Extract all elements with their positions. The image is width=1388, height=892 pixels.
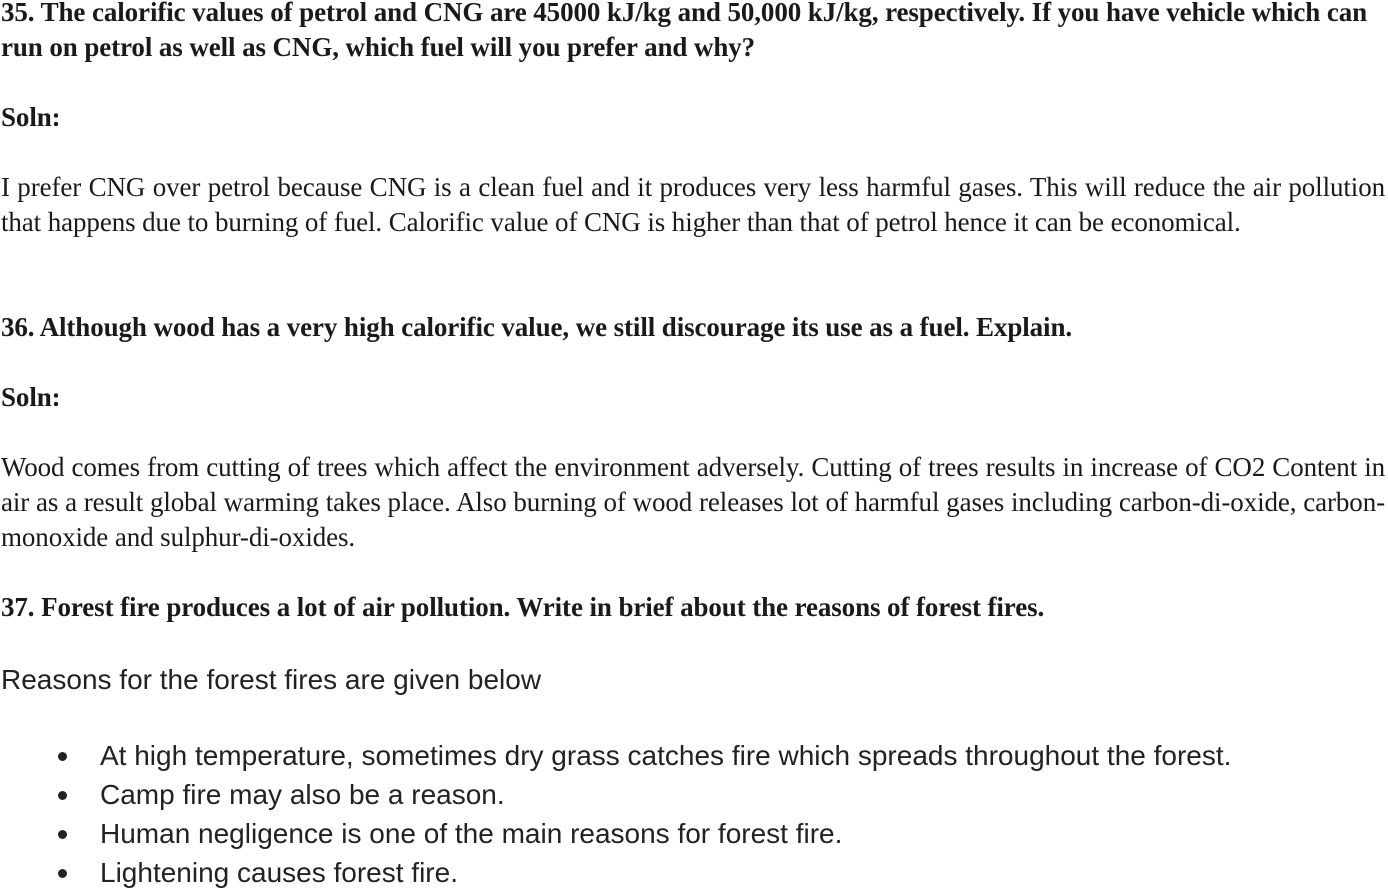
question-37: 37. Forest fire produces a lot of air pollution. Write in brief about the reasons of forest fires. — [1, 592, 1045, 622]
reason-text: At high temperature, sometimes dry grass catches fire which spreads throughout the forest. — [100, 740, 1232, 771]
bullet-icon — [58, 869, 67, 878]
reasons-list — [0, 736, 1388, 892]
question-35: 35. The calorific values of petrol and CNG are 45000 kJ/kg and 50,000 kJ/kg, respectively. If you have vehicle which can run on petrol as well as CNG, which fuel will you prefer and why? — [1, 0, 1368, 62]
solution-label-35: Soln: — [1, 102, 61, 132]
bullet-icon — [58, 752, 67, 761]
bullet-icon — [58, 830, 67, 839]
answer-35: I prefer CNG over petrol because CNG is a clean fuel and it produces very less harmful gases. This will reduce the air pollution that happens due to burning of fuel. Calorific value of CNG is higher than that of petrol hence it can be economical. — [1, 172, 1385, 237]
list-item — [0, 814, 1388, 853]
reasons-intro: Reasons for the forest fires are given below — [1, 664, 542, 695]
list-item — [0, 853, 1388, 892]
list-item — [0, 775, 1388, 814]
list-item — [0, 736, 1388, 775]
answer-36: Wood comes from cutting of trees which affect the environment adversely. Cutting of trees results in increase of CO2 Content in air as a result global warming takes place. Also burning of wood releases lot of harmful gases including carbon-di-oxide, carbon-monoxide and sulphur-di-oxides. — [1, 452, 1385, 552]
solution-label-36: Soln: — [1, 382, 61, 412]
bullet-icon — [58, 791, 67, 800]
question-36: 36. Although wood has a very high calorific value, we still discourage its use as a fuel. Explain. — [1, 312, 1073, 342]
reason-text: Camp fire may also be a reason. — [100, 779, 505, 810]
reason-text: Human negligence is one of the main reasons for forest fire. — [100, 818, 843, 849]
reason-text: Lightening causes forest fire. — [100, 857, 458, 888]
